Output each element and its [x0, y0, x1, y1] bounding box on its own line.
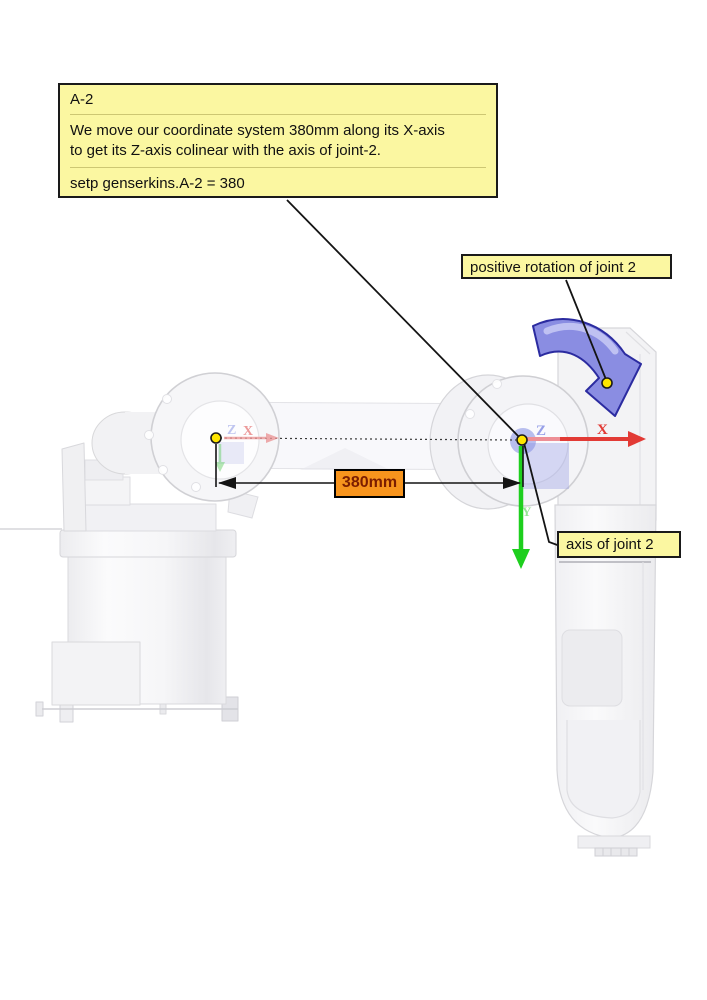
base-step-1 [82, 504, 216, 531]
forearm-panel-upper [562, 630, 622, 706]
base-collar [60, 530, 236, 557]
previous-z-axis-label: Z [227, 423, 237, 438]
previous-frame-square [218, 442, 244, 464]
base-front-block [52, 642, 140, 705]
a2-command: setp genserkins.A-2 = 380 [70, 175, 245, 192]
previous-origin-marker [211, 433, 221, 443]
current-origin-marker [517, 435, 527, 445]
dimension-label: 380mm [334, 469, 405, 498]
forearm-panel-lower [567, 720, 640, 818]
y-axis-label: Y [522, 504, 532, 519]
rotation-point-marker [602, 378, 612, 388]
y-axis-arrow-icon [512, 549, 530, 569]
a2-title: A-2 [70, 90, 486, 115]
a2-body [70, 115, 486, 168]
positive-rotation-label: positive rotation of joint 2 [461, 254, 672, 279]
wrist-ribs [595, 848, 637, 856]
axis-of-joint-label: axis of joint 2 [557, 531, 681, 558]
base-fin [62, 443, 86, 531]
a2-body-line1: We move our coordinate system 380mm along its X-axis [70, 122, 445, 139]
wrist-flange [578, 836, 650, 848]
x-axis-label: X [597, 422, 608, 438]
a2-body-line2: to get its Z-axis colinear with the axis of joint-2. [70, 142, 381, 159]
previous-x-axis-label: X [243, 424, 254, 439]
z-axis-label: Z [536, 423, 547, 439]
a2-callout [58, 83, 498, 198]
